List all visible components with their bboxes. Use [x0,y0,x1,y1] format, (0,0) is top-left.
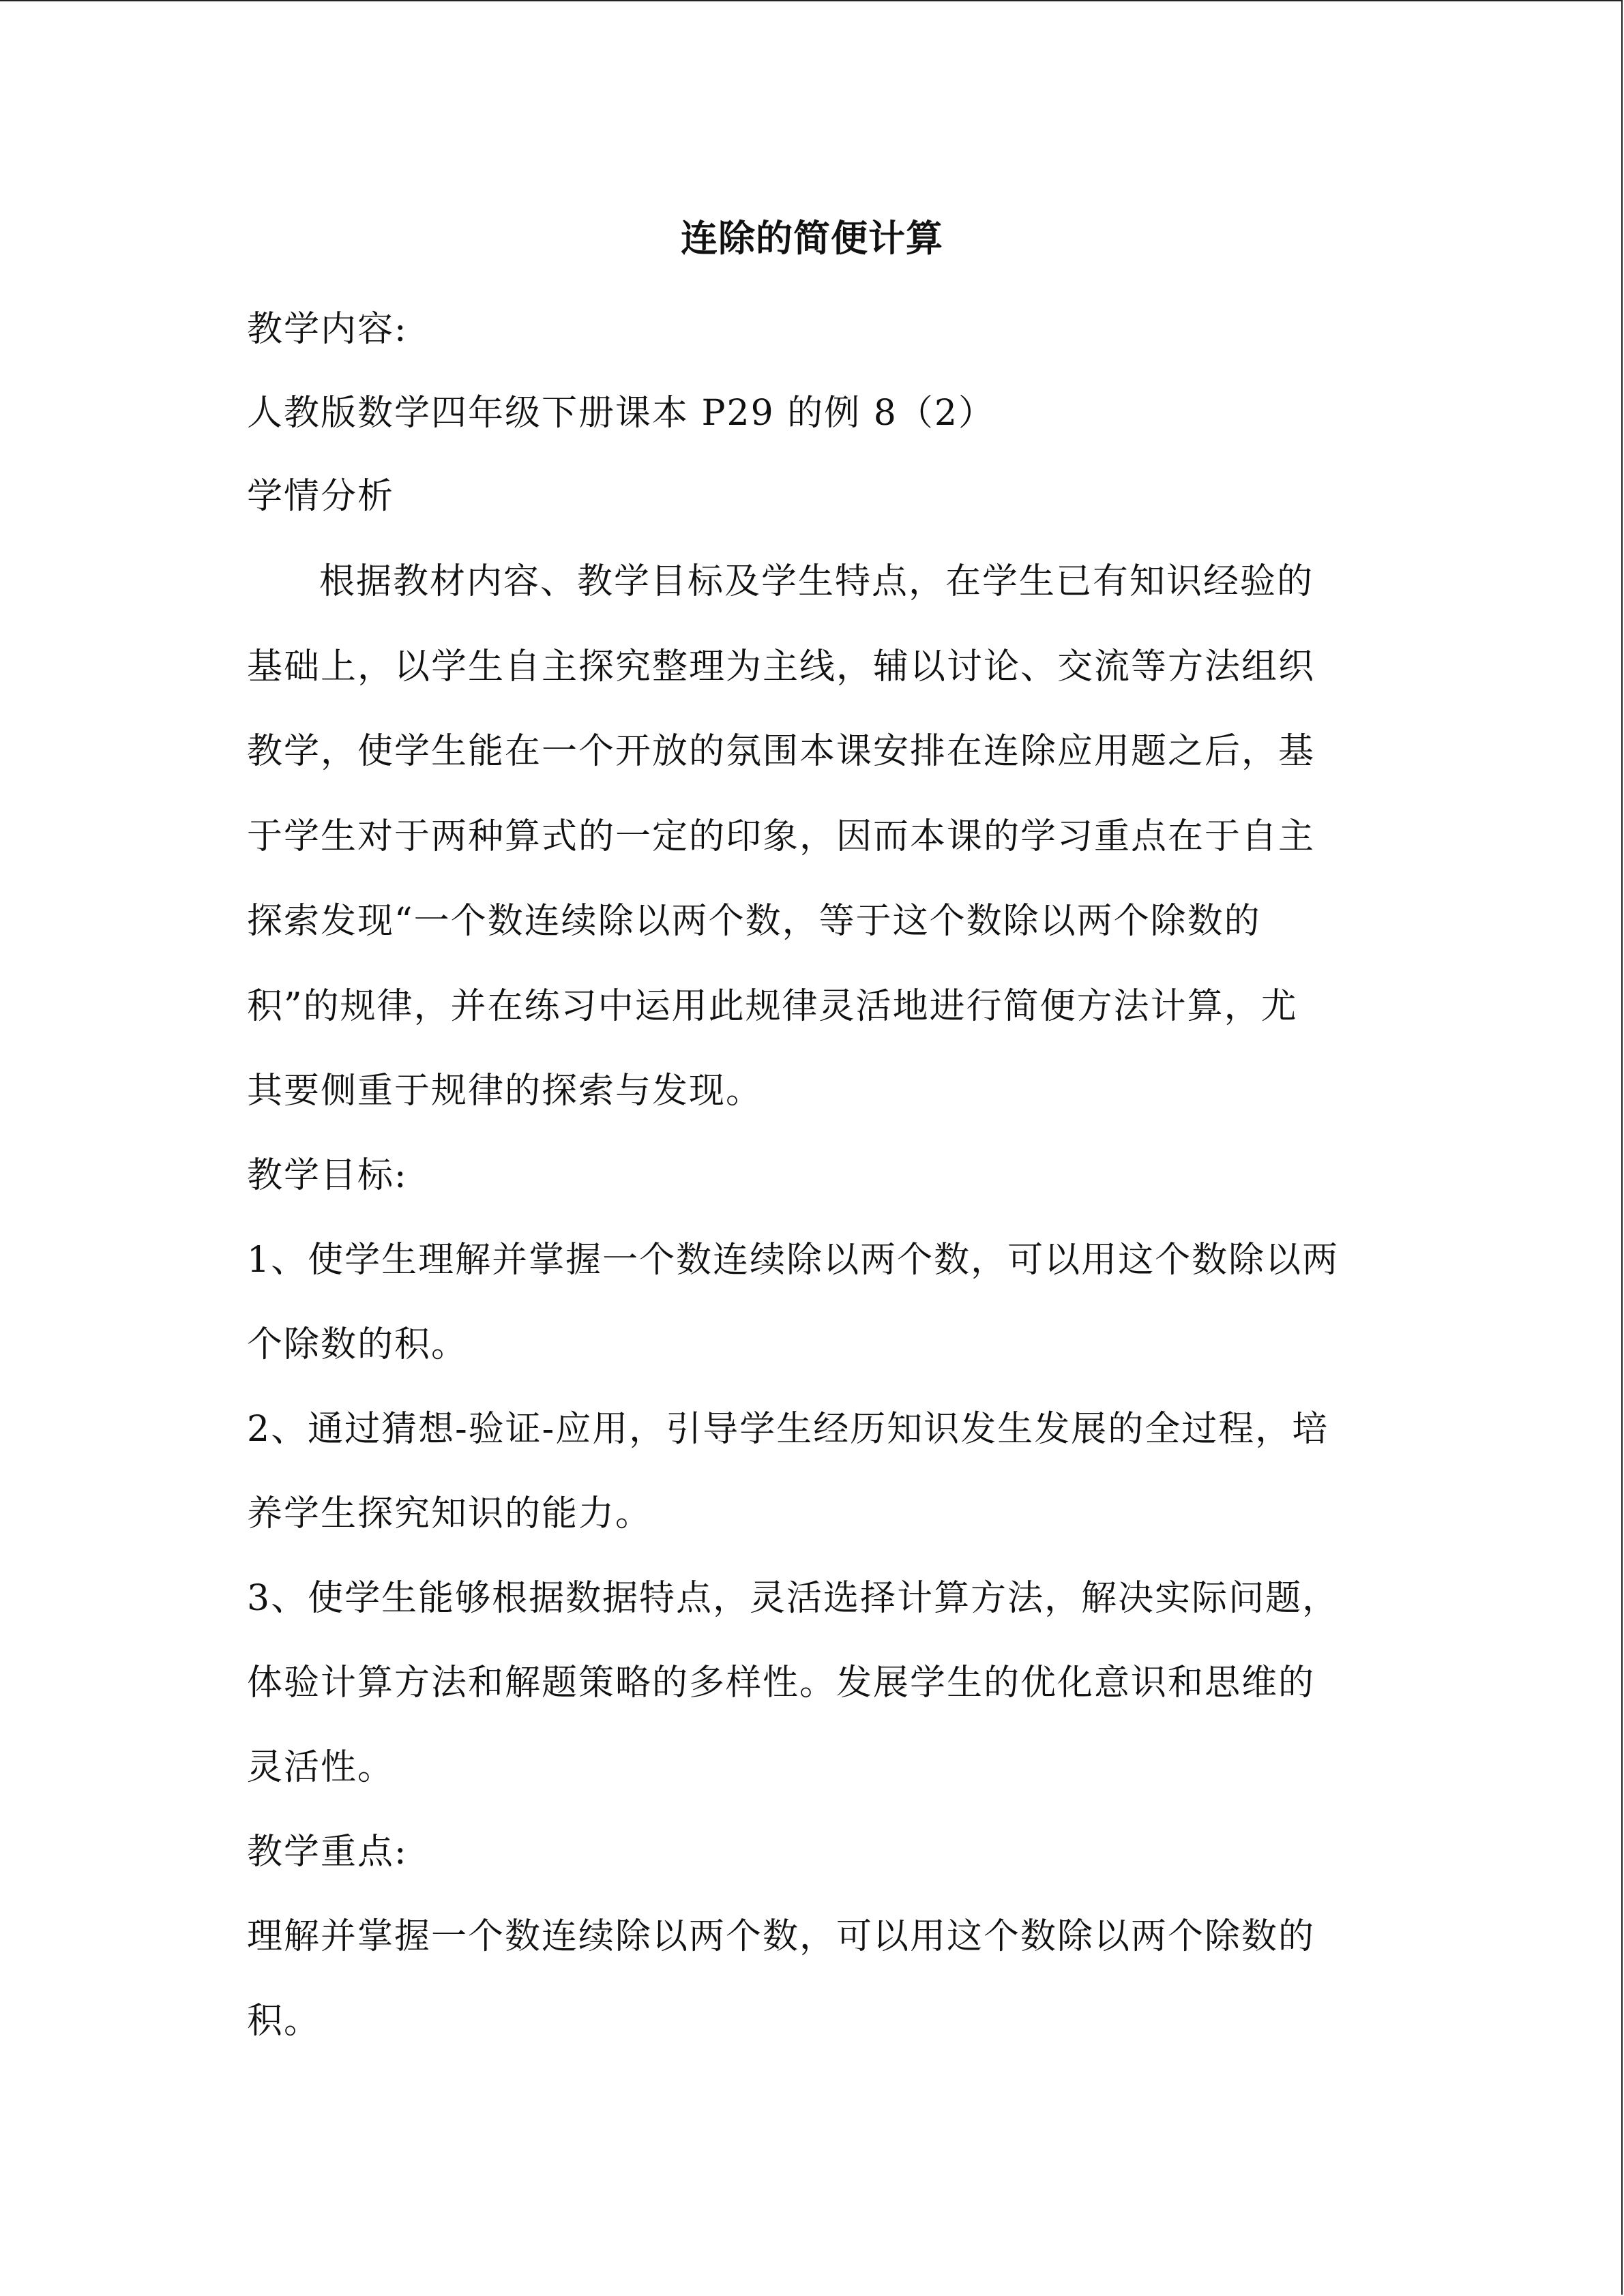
paragraph-line: 积。 [247,2001,321,2042]
paragraph-line: 基础上，以学生自主探究整理为主线，辅以讨论、交流等方法组织 [247,646,1316,687]
goal-item-1: 1、使学生理解并掌握一个数连续除以两个数，可以用这个数除以两 [247,1240,1340,1281]
goal-item-2: 2、通过猜想-验证-应用，引导学生经历知识发生发展的全过程，培 [247,1409,1329,1450]
paragraph-line: 根据教材内容、教学目标及学生特点，在学生已有知识经验的 [319,561,1314,602]
paragraph-line: 探索发现“一个数连续除以两个数，等于这个数除以两个除数的 [247,901,1261,942]
paragraph-line: 于学生对于两种算式的一定的印象，因而本课的学习重点在于自主 [247,816,1316,857]
paragraph-line: 灵活性。 [247,1747,395,1788]
paragraph-line: 其要侧重于规律的探索与发现。 [247,1071,763,1112]
paragraph-line: 养学生探究知识的能力。 [247,1493,653,1534]
paragraph-line: 教学，使学生能在一个开放的氛围本课安排在连除应用题之后，基 [247,731,1316,772]
paragraph-line: 积”的规律，并在练习中运用此规律灵活地进行简便方法计算，尤 [247,986,1298,1027]
section-heading-teaching-goals: 教学目标: [247,1155,408,1196]
section-heading-teaching-content: 教学内容: [247,309,408,350]
section-heading-key-points: 教学重点: [247,1832,408,1873]
paragraph-line: 人教版数学四年级下册课本 P29 的例 8（2） [247,393,995,434]
goal-item-3: 3、使学生能够根据数据特点，灵活选择计算方法，解决实际问题， [247,1578,1340,1619]
section-heading-student-analysis: 学情分析 [247,476,395,517]
paragraph-line: 个除数的积。 [247,1324,469,1365]
paragraph-line: 理解并掌握一个数连续除以两个数，可以用这个数除以两个除数的 [247,1916,1316,1957]
document-title: 连除的简便计算 [681,217,943,260]
paragraph-line: 体验计算方法和解题策略的多样性。发展学生的优化意识和思维的 [247,1663,1316,1703]
